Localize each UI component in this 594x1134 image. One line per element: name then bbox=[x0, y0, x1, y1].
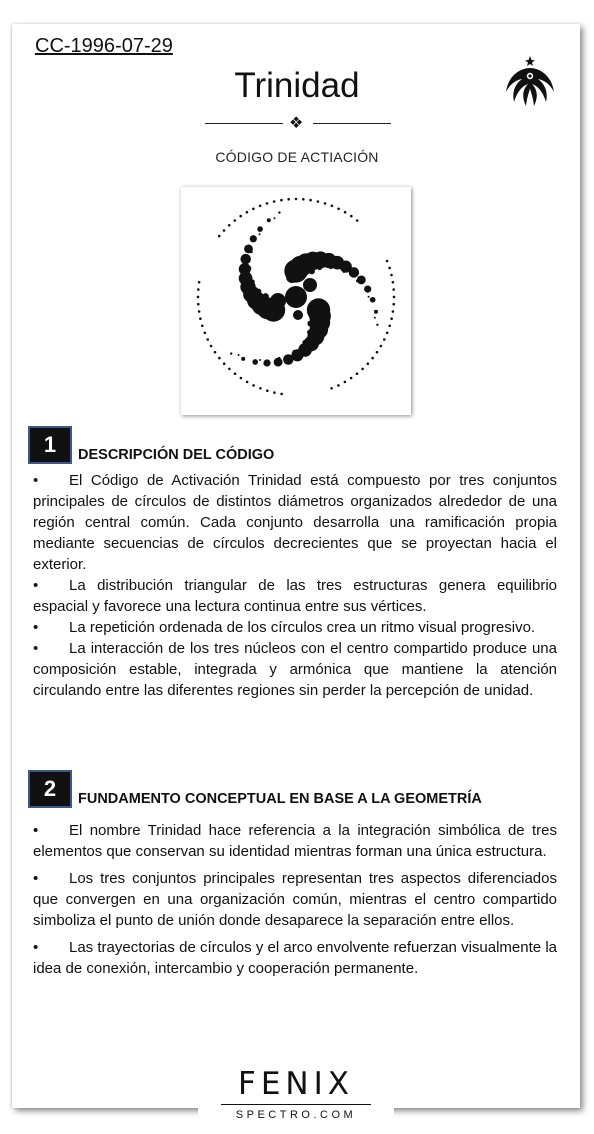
bullet-icon: • bbox=[33, 640, 39, 657]
document-code: CC-1996-07-29 bbox=[35, 35, 173, 57]
section-2-paragraph: • El nombre Trinidad hace referencia a la integración simbólica de tres elementos que conservan su identidad mientras forman una única estructura. bbox=[33, 822, 557, 860]
brand-domain: SPECTRO.COM bbox=[235, 1109, 357, 1121]
bullet-icon: • bbox=[33, 870, 39, 887]
bullet-icon: • bbox=[33, 619, 39, 636]
bullet-icon: • bbox=[33, 472, 39, 489]
bullet-icon: • bbox=[33, 577, 39, 594]
triple-spiral-circles-artwork bbox=[181, 187, 411, 415]
bullet-icon: • bbox=[33, 939, 39, 956]
section-1-title: DESCRIPCIÓN DEL CÓDIGO bbox=[78, 447, 275, 463]
section-1-paragraph: • La distribución triangular de las tres estructuras genera equilibrio espacial y favorece una lectura continua entre sus vértices. bbox=[33, 577, 557, 615]
divider-line-right bbox=[313, 123, 391, 124]
section-2-body bbox=[33, 820, 557, 979]
divider-line-left bbox=[205, 123, 283, 124]
section-2-paragraph: • Las trayectorias de círculos y el arco envolvente refuerzan visualmente la idea de conexión, intercambio y cooperación permanente. bbox=[33, 939, 557, 977]
section-1-paragraph: • El Código de Activación Trinidad está compuesto por tres conjuntos principales de círculos de distintos diámetros organizados alrededor de una región central común. Cada conjunto desarrolla una ramificación propia mediante secuencias de círculos decrecientes que se proyectan hacia el exterior. bbox=[33, 472, 557, 573]
diamond-ornament-icon: ❖ bbox=[289, 113, 304, 132]
page-title: Trinidad bbox=[234, 66, 360, 105]
section-2-header bbox=[28, 770, 568, 808]
section-1-paragraph: • La interacción de los tres núcleos con el centro compartido produce una composición estable, integrada y armónica que mantiene la atención circulando entre las diferentes regiones sin perder la percepción de unidad. bbox=[33, 640, 557, 699]
section-2-paragraph: • Los tres conjuntos principales representan tres aspectos diferenciados que convergen en una organización común, mientras el centro compartido simboliza el punto de unión donde desaparece la separación entre ellos. bbox=[33, 870, 557, 929]
brand-name: FENIX bbox=[238, 1066, 354, 1102]
section-2-number: 2 bbox=[28, 770, 72, 808]
brand-footer bbox=[198, 1066, 394, 1134]
title-divider bbox=[205, 114, 391, 132]
brand-divider bbox=[221, 1104, 371, 1105]
phoenix-logo-icon bbox=[500, 52, 560, 112]
section-2-title: FUNDAMENTO CONCEPTUAL EN BASE A LA GEOMETRÍA bbox=[78, 791, 482, 807]
section-1-header bbox=[28, 426, 568, 464]
bullet-icon: • bbox=[33, 822, 39, 839]
section-1-body bbox=[33, 470, 557, 701]
page-subtitle: CÓDIGO DE ACTIACIÓN bbox=[215, 149, 379, 165]
section-1-number: 1 bbox=[28, 426, 72, 464]
section-1-paragraph: • La repetición ordenada de los círculos crea un ritmo visual progresivo. bbox=[33, 619, 536, 636]
artwork-frame bbox=[181, 187, 411, 415]
